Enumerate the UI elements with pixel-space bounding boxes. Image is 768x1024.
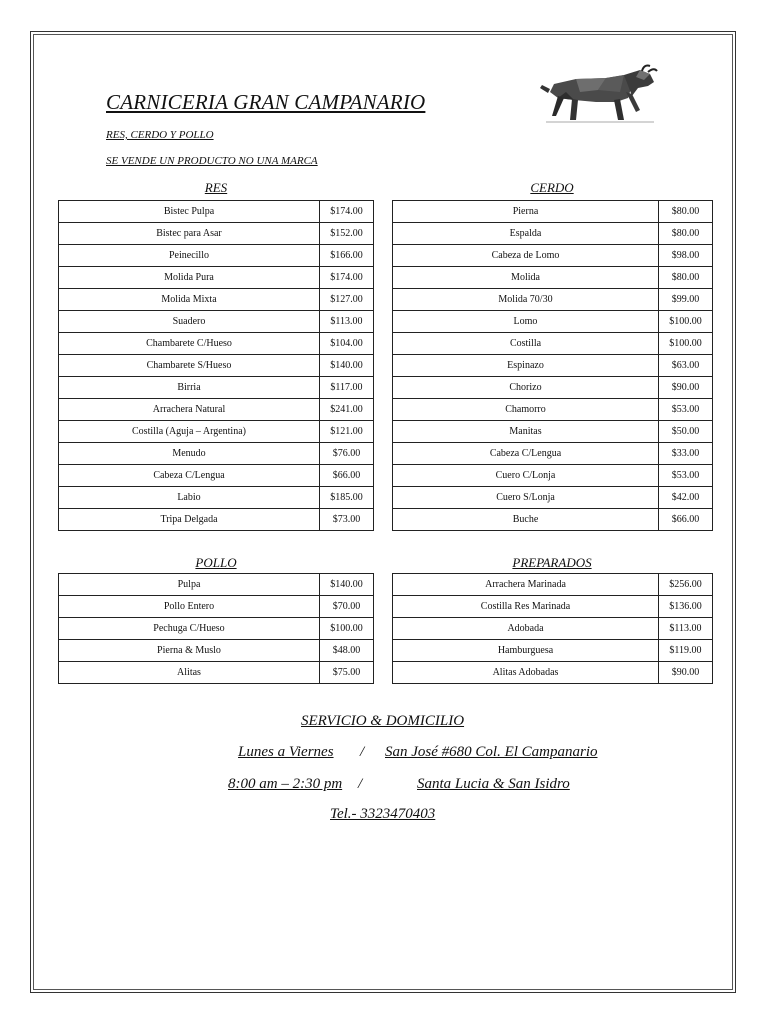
item-name: Hamburguesa <box>393 640 659 662</box>
table-row <box>59 201 374 223</box>
table-preparados <box>392 573 713 684</box>
item-price: $136.00 <box>659 596 713 618</box>
item-name: Costilla Res Marinada <box>393 596 659 618</box>
item-name: Tripa Delgada <box>59 509 320 531</box>
item-price: $174.00 <box>320 201 374 223</box>
item-name: Costilla (Aguja – Argentina) <box>59 421 320 443</box>
table-row <box>393 618 713 640</box>
item-price: $113.00 <box>659 618 713 640</box>
item-price: $33.00 <box>659 443 713 465</box>
table-pollo <box>58 573 374 684</box>
item-price: $100.00 <box>320 618 374 640</box>
item-price: $66.00 <box>320 465 374 487</box>
item-name: Pierna <box>393 201 659 223</box>
table-row <box>59 596 374 618</box>
table-row <box>393 267 713 289</box>
table-res <box>58 200 374 531</box>
item-name: Pechuga C/Hueso <box>59 618 320 640</box>
item-name: Alitas <box>59 662 320 684</box>
table-row <box>59 640 374 662</box>
table-row <box>393 465 713 487</box>
item-name: Suadero <box>59 311 320 333</box>
item-price: $256.00 <box>659 574 713 596</box>
item-price: $127.00 <box>320 289 374 311</box>
table-row <box>59 289 374 311</box>
table-row <box>59 421 374 443</box>
service-days: Lunes a Viernes <box>238 744 334 760</box>
item-name: Arrachera Marinada <box>393 574 659 596</box>
item-name: Birria <box>59 377 320 399</box>
item-name: Molida Pura <box>59 267 320 289</box>
table-row <box>393 223 713 245</box>
table-row <box>393 311 713 333</box>
table-row <box>393 640 713 662</box>
item-name: Adobada <box>393 618 659 640</box>
item-price: $166.00 <box>320 245 374 267</box>
item-price: $53.00 <box>659 399 713 421</box>
item-price: $113.00 <box>320 311 374 333</box>
item-name: Cabeza C/Lengua <box>59 465 320 487</box>
item-name: Molida 70/30 <box>393 289 659 311</box>
table-cerdo <box>392 200 713 531</box>
item-name: Arrachera Natural <box>59 399 320 421</box>
item-price: $185.00 <box>320 487 374 509</box>
item-name: Alitas Adobadas <box>393 662 659 684</box>
table-row <box>393 333 713 355</box>
item-price: $66.00 <box>659 509 713 531</box>
table-row <box>393 377 713 399</box>
table-row <box>59 223 374 245</box>
item-name: Buche <box>393 509 659 531</box>
item-name: Chambarete S/Hueso <box>59 355 320 377</box>
item-name: Peinecillo <box>59 245 320 267</box>
item-name: Chorizo <box>393 377 659 399</box>
service-hours: 8:00 am – 2:30 pm <box>228 776 343 792</box>
item-name: Cabeza C/Lengua <box>393 443 659 465</box>
item-name: Lomo <box>393 311 659 333</box>
item-price: $73.00 <box>320 509 374 531</box>
item-price: $42.00 <box>659 487 713 509</box>
item-name: Espinazo <box>393 355 659 377</box>
table-row <box>59 509 374 531</box>
item-price: $98.00 <box>659 245 713 267</box>
item-price: $100.00 <box>659 333 713 355</box>
table-row <box>59 333 374 355</box>
table-row <box>59 399 374 421</box>
item-price: $140.00 <box>320 355 374 377</box>
item-name: Molida Mixta <box>59 289 320 311</box>
item-name: Cuero S/Lonja <box>393 487 659 509</box>
table-row <box>59 267 374 289</box>
item-price: $121.00 <box>320 421 374 443</box>
item-price: $152.00 <box>320 223 374 245</box>
table-row <box>59 443 374 465</box>
section-title-preparados: PREPARADOS <box>512 555 592 570</box>
table-row <box>59 487 374 509</box>
item-name: Chambarete C/Hueso <box>59 333 320 355</box>
table-row <box>393 596 713 618</box>
item-price: $80.00 <box>659 223 713 245</box>
item-name: Chamorro <box>393 399 659 421</box>
table-row <box>59 355 374 377</box>
item-name: Espalda <box>393 223 659 245</box>
delivery-areas: Santa Lucia & San Isidro <box>417 776 570 792</box>
item-name: Cuero C/Lonja <box>393 465 659 487</box>
item-price: $75.00 <box>320 662 374 684</box>
item-name: Pollo Entero <box>59 596 320 618</box>
table-row <box>59 311 374 333</box>
separator-1: / <box>360 744 365 760</box>
table-row <box>59 574 374 596</box>
item-price: $53.00 <box>659 465 713 487</box>
item-price: $63.00 <box>659 355 713 377</box>
item-name: Costilla <box>393 333 659 355</box>
table-row <box>59 465 374 487</box>
subtitle-products: RES, CERDO Y POLLO <box>106 129 214 141</box>
item-price: $140.00 <box>320 574 374 596</box>
item-price: $117.00 <box>320 377 374 399</box>
section-title-pollo: POLLO <box>195 555 237 570</box>
table-row <box>393 421 713 443</box>
item-name: Bistec Pulpa <box>59 201 320 223</box>
section-title-res: RES <box>204 180 228 195</box>
store-address: San José #680 Col. El Campanario <box>385 744 598 760</box>
table-row <box>393 509 713 531</box>
item-price: $174.00 <box>320 267 374 289</box>
table-row <box>393 399 713 421</box>
phone-number: Tel.- 3323470403 <box>330 806 436 822</box>
table-row <box>59 377 374 399</box>
table-row <box>393 443 713 465</box>
item-price: $70.00 <box>320 596 374 618</box>
table-row <box>393 355 713 377</box>
table-row <box>393 201 713 223</box>
table-row <box>393 487 713 509</box>
table-row <box>393 574 713 596</box>
item-name: Cabeza de Lomo <box>393 245 659 267</box>
item-name: Molida <box>393 267 659 289</box>
item-price: $50.00 <box>659 421 713 443</box>
item-price: $104.00 <box>320 333 374 355</box>
table-row <box>393 662 713 684</box>
page-title: CARNICERIA GRAN CAMPANARIO <box>106 90 426 114</box>
item-name: Pierna & Muslo <box>59 640 320 662</box>
section-title-cerdo: CERDO <box>530 180 574 195</box>
item-price: $119.00 <box>659 640 713 662</box>
item-price: $80.00 <box>659 201 713 223</box>
item-price: $241.00 <box>320 399 374 421</box>
item-name: Pulpa <box>59 574 320 596</box>
service-title: SERVICIO & DOMICILIO <box>301 713 465 729</box>
table-row <box>393 289 713 311</box>
table-row <box>59 245 374 267</box>
subtitle-slogan: SE VENDE UN PRODUCTO NO UNA MARCA <box>106 155 318 167</box>
item-price: $90.00 <box>659 377 713 399</box>
table-row <box>59 618 374 640</box>
table-row <box>393 245 713 267</box>
item-name: Labio <box>59 487 320 509</box>
item-name: Menudo <box>59 443 320 465</box>
separator-2: / <box>358 776 363 792</box>
item-name: Manitas <box>393 421 659 443</box>
item-price: $80.00 <box>659 267 713 289</box>
item-price: $48.00 <box>320 640 374 662</box>
item-price: $90.00 <box>659 662 713 684</box>
bull-icon <box>536 62 664 126</box>
table-row <box>59 662 374 684</box>
item-price: $76.00 <box>320 443 374 465</box>
item-price: $100.00 <box>659 311 713 333</box>
item-price: $99.00 <box>659 289 713 311</box>
item-name: Bistec para Asar <box>59 223 320 245</box>
